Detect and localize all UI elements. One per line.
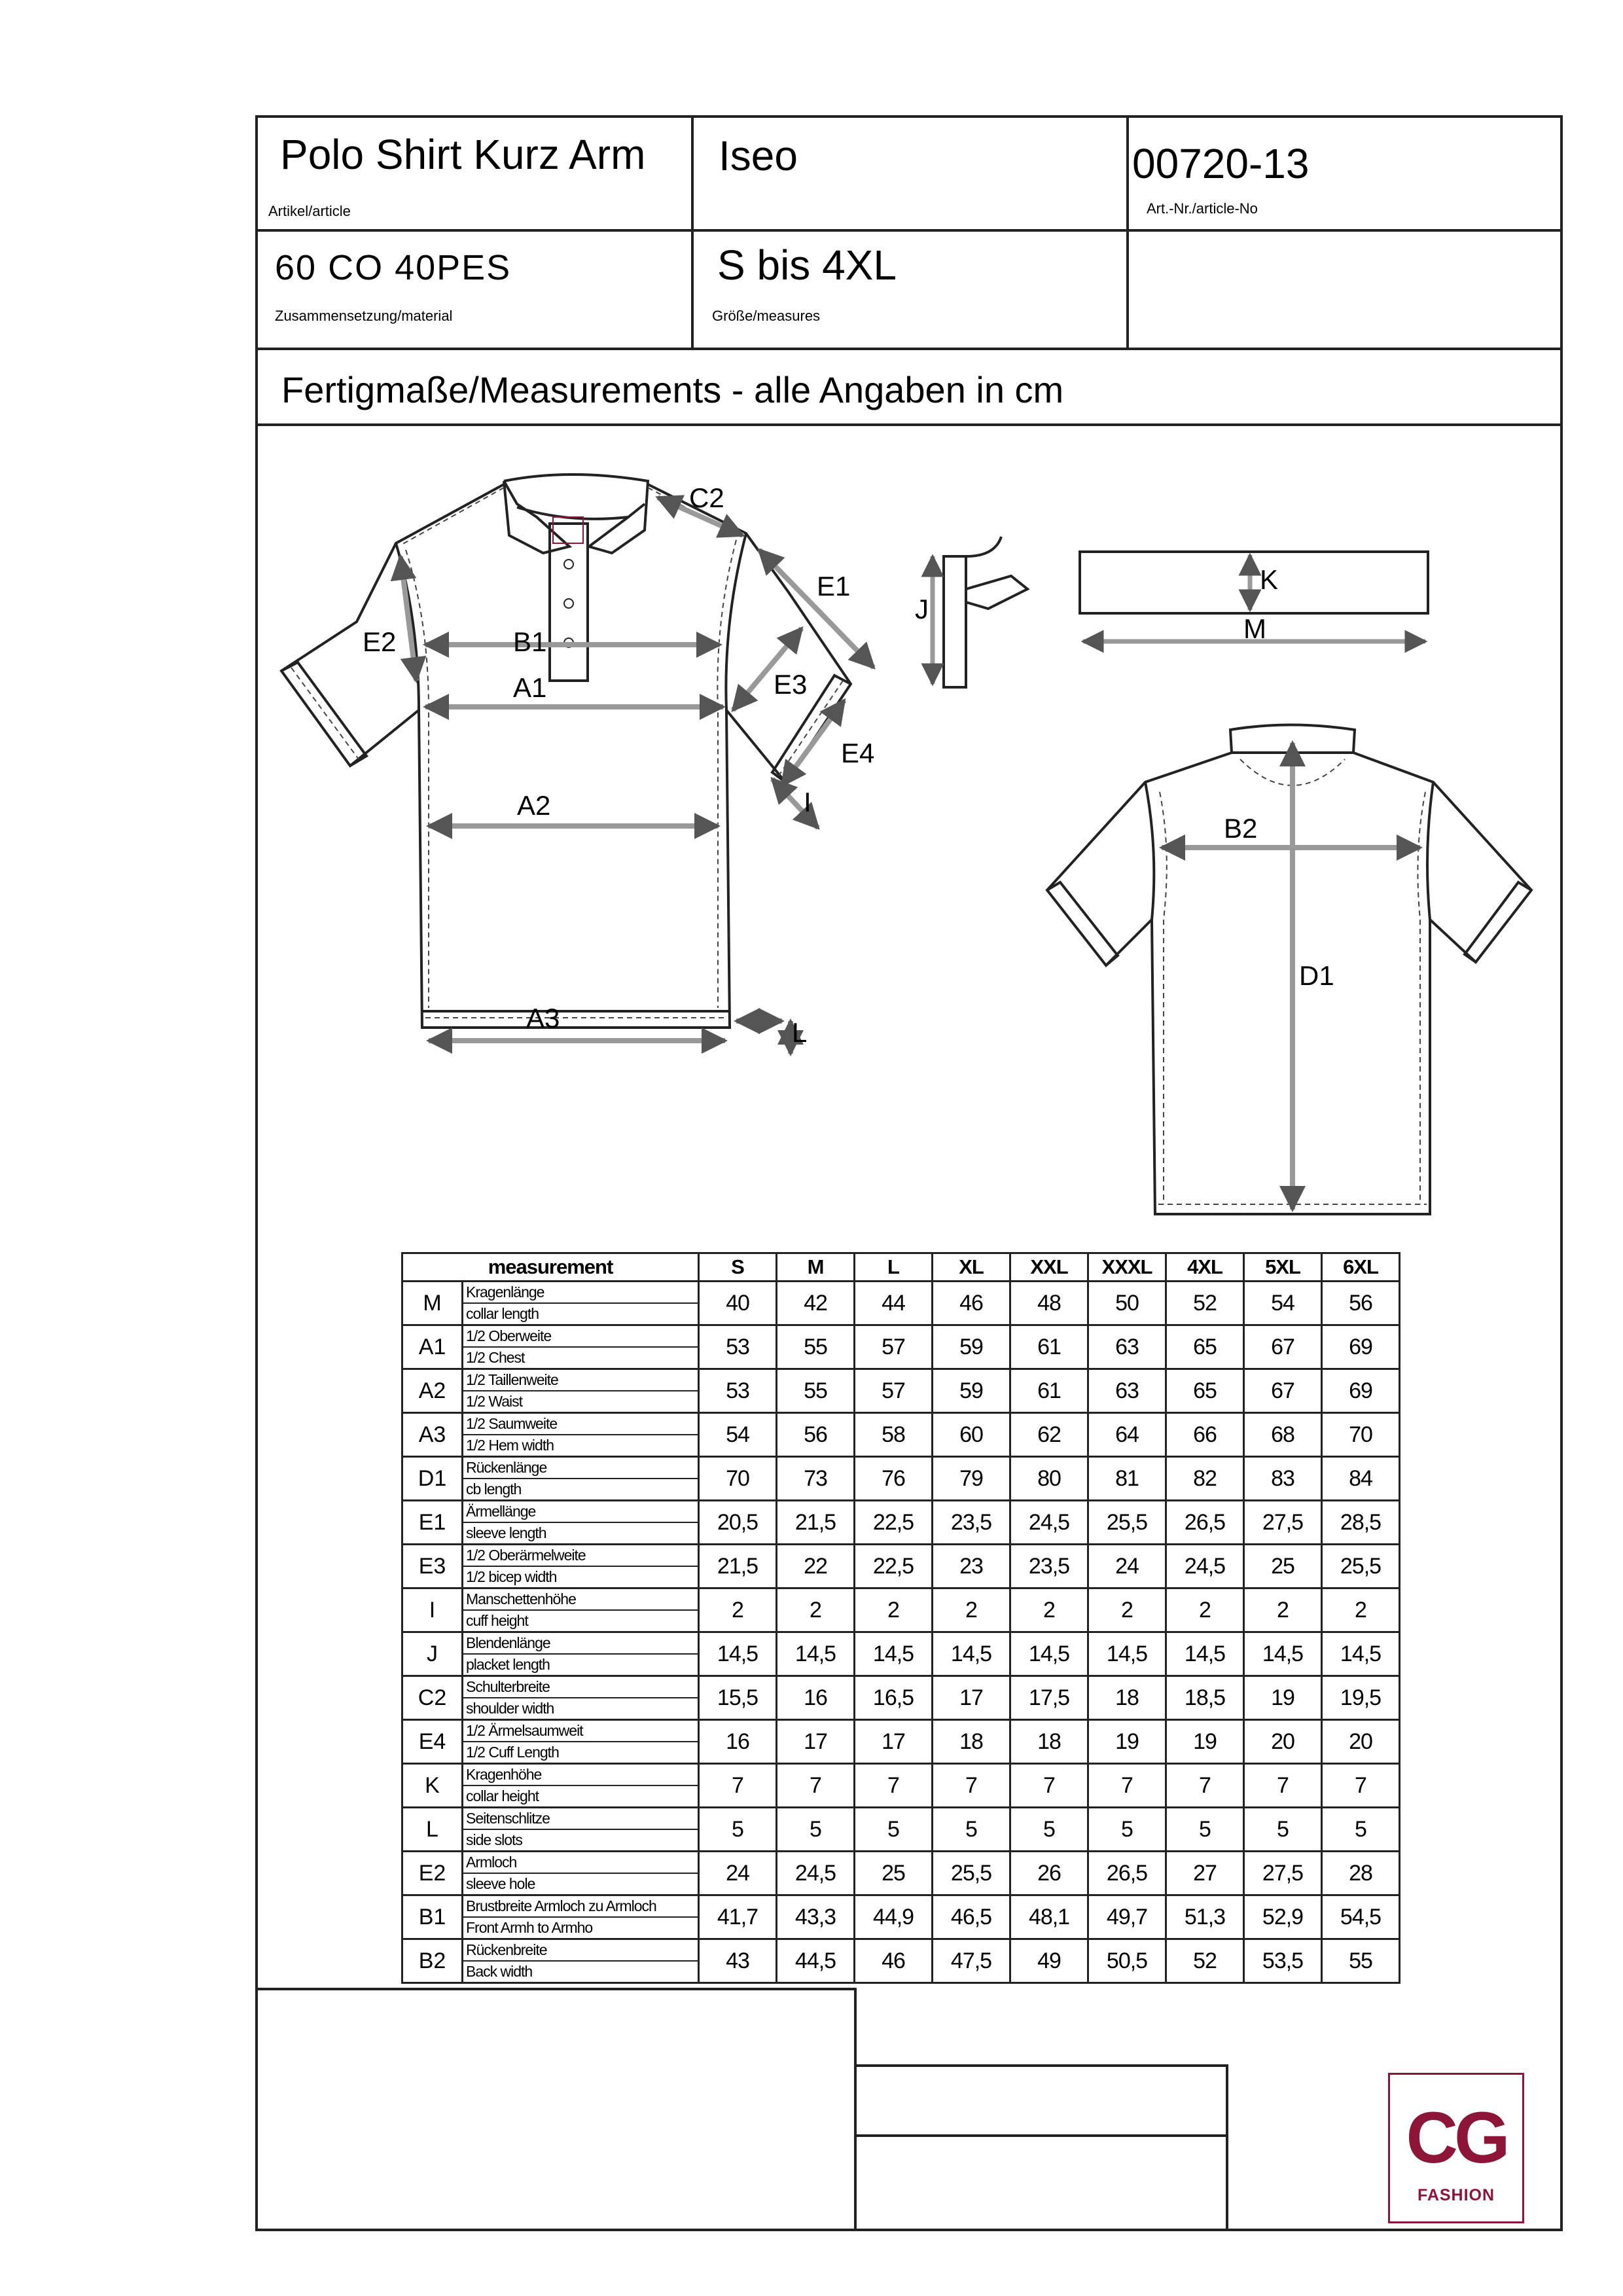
table-row	[402, 1939, 1400, 1983]
row-value: 27,5	[1244, 1852, 1322, 1895]
row-label	[463, 1413, 699, 1457]
row-value: 14,5	[1166, 1632, 1244, 1676]
row-value: 40	[699, 1282, 777, 1325]
footer-line-box-2	[854, 2134, 1228, 2231]
row-value: 5	[1010, 1808, 1088, 1852]
row-label-en: placket length	[466, 1656, 550, 1673]
row-value: 5	[777, 1808, 855, 1852]
row-value: 26	[1010, 1852, 1088, 1895]
label-A1: A1	[513, 672, 547, 703]
row-label-de: Rückenbreite	[463, 1940, 698, 1962]
row-value: 43,3	[777, 1895, 855, 1939]
table-body	[402, 1282, 1400, 1983]
row-value: 7	[699, 1764, 777, 1808]
label-K: K	[1260, 564, 1279, 595]
row-label	[463, 1764, 699, 1808]
size-header: XXL	[1010, 1253, 1088, 1282]
table-row	[402, 1808, 1400, 1852]
row-label-de: Brustbreite Armloch zu Armloch	[463, 1896, 698, 1918]
size-header: 6XL	[1322, 1253, 1400, 1282]
row-code: A2	[402, 1369, 463, 1413]
material-label: Zusammensetzung/material	[275, 308, 453, 324]
row-value: 24,5	[777, 1852, 855, 1895]
table-row	[402, 1852, 1400, 1895]
label-I: I	[804, 787, 812, 817]
row-value: 2	[1088, 1588, 1166, 1632]
row-value: 25,5	[933, 1852, 1010, 1895]
row-label-en: Front Armh to Armho	[466, 1919, 593, 1936]
row-value: 62	[1010, 1413, 1088, 1457]
row-value: 2	[1166, 1588, 1244, 1632]
row-value: 17	[777, 1720, 855, 1764]
table-row	[402, 1632, 1400, 1676]
table-row	[402, 1457, 1400, 1501]
table-row	[402, 1720, 1400, 1764]
label-M: M	[1243, 613, 1266, 644]
row-value: 83	[1244, 1457, 1322, 1501]
row-value: 5	[1088, 1808, 1166, 1852]
row-label	[463, 1720, 699, 1764]
placket-detail	[944, 537, 1027, 687]
table-row	[402, 1895, 1400, 1939]
row-label	[463, 1457, 699, 1501]
row-value: 7	[855, 1764, 933, 1808]
row-value: 18	[1010, 1720, 1088, 1764]
row-value: 54,5	[1322, 1895, 1400, 1939]
row-value: 7	[1166, 1764, 1244, 1808]
row-value: 46,5	[933, 1895, 1010, 1939]
row-value: 2	[1322, 1588, 1400, 1632]
row-value: 80	[1010, 1457, 1088, 1501]
row-label	[463, 1282, 699, 1325]
row-value: 59	[933, 1325, 1010, 1369]
row-label-en: cuff height	[466, 1612, 528, 1629]
row-value: 19,5	[1322, 1676, 1400, 1720]
row-value: 50	[1088, 1282, 1166, 1325]
logo-brand: CG	[1406, 2098, 1507, 2178]
table-row	[402, 1325, 1400, 1369]
row-value: 73	[777, 1457, 855, 1501]
row-value: 18	[933, 1720, 1010, 1764]
label-A3: A3	[526, 1003, 560, 1033]
row-value: 43	[699, 1939, 777, 1983]
row-label-de: 1/2 Ärmelsaumweit	[463, 1721, 698, 1742]
row-value: 55	[777, 1369, 855, 1413]
row-value: 48	[1010, 1282, 1088, 1325]
size-header: 4XL	[1166, 1253, 1244, 1282]
row-value: 69	[1322, 1325, 1400, 1369]
row-value: 50,5	[1088, 1939, 1166, 1983]
table-row	[402, 1676, 1400, 1720]
table-row	[402, 1413, 1400, 1457]
label-E3: E3	[774, 669, 808, 700]
row-value: 14,5	[1010, 1632, 1088, 1676]
row-value: 25	[855, 1852, 933, 1895]
row-value: 53,5	[1244, 1939, 1322, 1983]
article-number-label: Art.-Nr./article-No	[1147, 200, 1258, 217]
row-label	[463, 1808, 699, 1852]
row-value: 5	[699, 1808, 777, 1852]
row-label-de: Schulterbreite	[463, 1677, 698, 1698]
row-value: 25	[1244, 1545, 1322, 1588]
row-value: 82	[1166, 1457, 1244, 1501]
row-label	[463, 1545, 699, 1588]
row-value: 53	[699, 1369, 777, 1413]
row-value: 14,5	[777, 1632, 855, 1676]
row-value: 14,5	[1244, 1632, 1322, 1676]
row-label	[463, 1588, 699, 1632]
row-value: 81	[1088, 1457, 1166, 1501]
table-row	[402, 1282, 1400, 1325]
table-header-measurement: measurement	[402, 1253, 699, 1282]
row-value: 16	[777, 1676, 855, 1720]
row-value: 7	[1244, 1764, 1322, 1808]
row-value: 24	[1088, 1545, 1166, 1588]
row-code: B1	[402, 1895, 463, 1939]
row-label-en: 1/2 Chest	[466, 1349, 525, 1366]
row-value: 44	[855, 1282, 933, 1325]
row-value: 21,5	[699, 1545, 777, 1588]
row-label-de: 1/2 Oberärmelweite	[463, 1545, 698, 1567]
row-code: E1	[402, 1501, 463, 1545]
table-row	[402, 1588, 1400, 1632]
row-value: 56	[777, 1413, 855, 1457]
row-code: K	[402, 1764, 463, 1808]
table-row	[402, 1764, 1400, 1808]
row-value: 69	[1322, 1369, 1400, 1413]
label-A2: A2	[517, 790, 551, 821]
row-value: 53	[699, 1325, 777, 1369]
row-value: 14,5	[1088, 1632, 1166, 1676]
label-J: J	[915, 594, 929, 624]
label-B2: B2	[1224, 813, 1258, 844]
row-value: 68	[1244, 1413, 1322, 1457]
row-value: 25,5	[1088, 1501, 1166, 1545]
row-code: D1	[402, 1457, 463, 1501]
size-header: 5XL	[1244, 1253, 1322, 1282]
row-label-en: sleeve hole	[466, 1875, 535, 1892]
row-code: A1	[402, 1325, 463, 1369]
row-label	[463, 1939, 699, 1983]
row-value: 44,9	[855, 1895, 933, 1939]
row-label-de: 1/2 Taillenweite	[463, 1370, 698, 1391]
row-label-de: Rückenlänge	[463, 1458, 698, 1479]
size-header: L	[855, 1253, 933, 1282]
row-label-en: side slots	[466, 1831, 522, 1848]
row-value: 63	[1088, 1369, 1166, 1413]
row-value: 17,5	[1010, 1676, 1088, 1720]
row-value: 17	[933, 1676, 1010, 1720]
article-number: 00720-13	[1132, 140, 1310, 187]
brand-logo	[1388, 2073, 1524, 2223]
row-value: 52,9	[1244, 1895, 1322, 1939]
label-E1: E1	[817, 571, 851, 601]
row-value: 28,5	[1322, 1501, 1400, 1545]
row-value: 66	[1166, 1413, 1244, 1457]
row-value: 70	[699, 1457, 777, 1501]
label-L: L	[792, 1017, 808, 1048]
row-value: 19	[1088, 1720, 1166, 1764]
row-value: 18	[1088, 1676, 1166, 1720]
row-value: 47,5	[933, 1939, 1010, 1983]
row-value: 49	[1010, 1939, 1088, 1983]
row-value: 14,5	[855, 1632, 933, 1676]
row-value: 65	[1166, 1325, 1244, 1369]
row-value: 79	[933, 1457, 1010, 1501]
table-header-row	[402, 1253, 1400, 1282]
row-label-en: 1/2 bicep width	[466, 1568, 557, 1585]
size-header: S	[699, 1253, 777, 1282]
row-value: 7	[1322, 1764, 1400, 1808]
row-value: 84	[1322, 1457, 1400, 1501]
row-value: 5	[1166, 1808, 1244, 1852]
row-label	[463, 1852, 699, 1895]
row-label	[463, 1325, 699, 1369]
row-value: 7	[1088, 1764, 1166, 1808]
row-value: 15,5	[699, 1676, 777, 1720]
row-value: 46	[933, 1282, 1010, 1325]
row-code: L	[402, 1808, 463, 1852]
label-B1: B1	[513, 626, 547, 657]
row-label-en: 1/2 Hem width	[466, 1437, 554, 1454]
size-header: XXXL	[1088, 1253, 1166, 1282]
row-code: E3	[402, 1545, 463, 1588]
row-code: C2	[402, 1676, 463, 1720]
row-value: 60	[933, 1413, 1010, 1457]
row-label	[463, 1501, 699, 1545]
row-value: 24	[699, 1852, 777, 1895]
model-name: Iseo	[719, 132, 798, 179]
row-value: 61	[1010, 1369, 1088, 1413]
row-label-de: Kragenhöhe	[463, 1765, 698, 1786]
table-row	[402, 1545, 1400, 1588]
row-value: 56	[1322, 1282, 1400, 1325]
signature-box	[255, 1988, 857, 2231]
row-label-de: Ärmellänge	[463, 1501, 698, 1523]
row-value: 27	[1166, 1852, 1244, 1895]
label-D1: D1	[1299, 960, 1334, 991]
row-value: 23,5	[1010, 1545, 1088, 1588]
row-label-de: Manschettenhöhe	[463, 1589, 698, 1611]
row-label-en: shoulder width	[466, 1700, 554, 1717]
table-row	[402, 1369, 1400, 1413]
row-value: 70	[1322, 1413, 1400, 1457]
row-value: 27,5	[1244, 1501, 1322, 1545]
row-value: 57	[855, 1369, 933, 1413]
row-value: 7	[933, 1764, 1010, 1808]
sizes-label: Größe/measures	[712, 308, 821, 324]
row-value: 20	[1244, 1720, 1322, 1764]
row-label-de: Seitenschlitze	[463, 1808, 698, 1830]
row-value: 16,5	[855, 1676, 933, 1720]
row-value: 55	[1322, 1939, 1400, 1983]
row-code: M	[402, 1282, 463, 1325]
row-value: 59	[933, 1369, 1010, 1413]
row-label-de: 1/2 Saumweite	[463, 1414, 698, 1435]
row-label-en: sleeve length	[466, 1524, 546, 1541]
label-E4: E4	[841, 738, 875, 768]
row-value: 44,5	[777, 1939, 855, 1983]
row-code: I	[402, 1588, 463, 1632]
row-value: 20	[1322, 1720, 1400, 1764]
row-value: 24,5	[1010, 1501, 1088, 1545]
row-label-en: collar height	[466, 1787, 539, 1804]
row-value: 20,5	[699, 1501, 777, 1545]
row-value: 14,5	[699, 1632, 777, 1676]
label-C2: C2	[689, 482, 724, 513]
article-name: Polo Shirt Kurz Arm	[280, 131, 646, 178]
row-value: 41,7	[699, 1895, 777, 1939]
row-value: 7	[777, 1764, 855, 1808]
size-header: M	[777, 1253, 855, 1282]
row-value: 54	[699, 1413, 777, 1457]
article-label: Artikel/article	[268, 203, 351, 219]
row-value: 22	[777, 1545, 855, 1588]
row-label-en: collar length	[466, 1305, 539, 1322]
row-value: 26,5	[1088, 1852, 1166, 1895]
row-value: 61	[1010, 1325, 1088, 1369]
row-value: 67	[1244, 1325, 1322, 1369]
row-value: 46	[855, 1939, 933, 1983]
sizes-value: S bis 4XL	[717, 242, 897, 289]
row-value: 19	[1244, 1676, 1322, 1720]
row-value: 67	[1244, 1369, 1322, 1413]
row-code: J	[402, 1632, 463, 1676]
row-value: 51,3	[1166, 1895, 1244, 1939]
label-E2: E2	[363, 626, 397, 657]
table-row	[402, 1501, 1400, 1545]
row-value: 42	[777, 1282, 855, 1325]
row-code: A3	[402, 1413, 463, 1457]
row-value: 5	[933, 1808, 1010, 1852]
row-value: 2	[855, 1588, 933, 1632]
row-value: 28	[1322, 1852, 1400, 1895]
row-label-de: Kragenlänge	[463, 1282, 698, 1304]
row-value: 7	[1010, 1764, 1088, 1808]
row-label-de: Armloch	[463, 1852, 698, 1874]
row-value: 2	[777, 1588, 855, 1632]
row-value: 17	[855, 1720, 933, 1764]
row-value: 2	[1244, 1588, 1322, 1632]
row-code: E2	[402, 1852, 463, 1895]
footer-line-box-1	[854, 2064, 1228, 2137]
row-value: 22,5	[855, 1501, 933, 1545]
row-label-en: 1/2 Waist	[466, 1393, 523, 1410]
row-value: 5	[1244, 1808, 1322, 1852]
row-value: 76	[855, 1457, 933, 1501]
back-shirt-drawing	[1047, 725, 1531, 1215]
row-label	[463, 1632, 699, 1676]
row-value: 49,7	[1088, 1895, 1166, 1939]
row-value: 55	[777, 1325, 855, 1369]
row-value: 57	[855, 1325, 933, 1369]
row-label-de: Blendenlänge	[463, 1633, 698, 1655]
row-value: 14,5	[1322, 1632, 1400, 1676]
section-title: Fertigmaße/Measurements - alle Angaben in cm	[281, 369, 1064, 410]
row-value: 64	[1088, 1413, 1166, 1457]
logo-subtitle: FASHION	[1417, 2186, 1495, 2204]
row-label	[463, 1369, 699, 1413]
row-value: 23,5	[933, 1501, 1010, 1545]
row-value: 5	[855, 1808, 933, 1852]
row-value: 26,5	[1166, 1501, 1244, 1545]
row-label	[463, 1895, 699, 1939]
row-value: 25,5	[1322, 1545, 1400, 1588]
row-value: 23	[933, 1545, 1010, 1588]
row-value: 18,5	[1166, 1676, 1244, 1720]
row-label-en: cb length	[466, 1480, 522, 1498]
row-value: 63	[1088, 1325, 1166, 1369]
row-value: 5	[1322, 1808, 1400, 1852]
row-value: 19	[1166, 1720, 1244, 1764]
row-value: 16	[699, 1720, 777, 1764]
size-header: XL	[933, 1253, 1010, 1282]
row-value: 21,5	[777, 1501, 855, 1545]
row-value: 22,5	[855, 1545, 933, 1588]
row-label-en: Back width	[466, 1963, 533, 1980]
row-value: 24,5	[1166, 1545, 1244, 1588]
row-value: 2	[933, 1588, 1010, 1632]
row-value: 2	[1010, 1588, 1088, 1632]
row-value: 65	[1166, 1369, 1244, 1413]
row-label	[463, 1676, 699, 1720]
row-value: 14,5	[933, 1632, 1010, 1676]
row-value: 58	[855, 1413, 933, 1457]
row-value: 54	[1244, 1282, 1322, 1325]
row-value: 2	[699, 1588, 777, 1632]
row-code: B2	[402, 1939, 463, 1983]
measurement-table	[401, 1252, 1400, 1984]
row-value: 52	[1166, 1939, 1244, 1983]
row-label-de: 1/2 Oberweite	[463, 1326, 698, 1348]
material-value: 60 CO 40PES	[275, 248, 512, 287]
collar-detail	[1080, 552, 1428, 613]
row-value: 48,1	[1010, 1895, 1088, 1939]
row-code: E4	[402, 1720, 463, 1764]
row-label-en: 1/2 Cuff Length	[466, 1744, 559, 1761]
row-value: 52	[1166, 1282, 1244, 1325]
